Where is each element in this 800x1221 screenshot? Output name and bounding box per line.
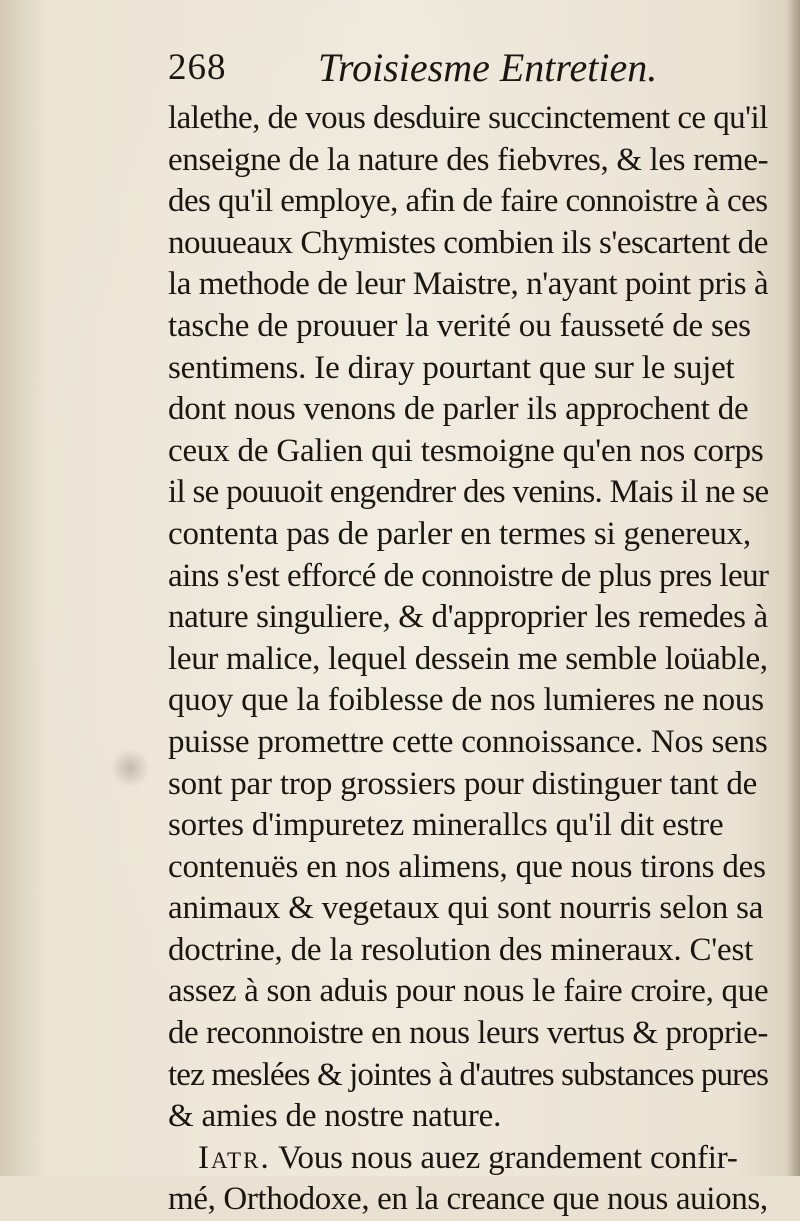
speaker-label: Iatr.	[198, 1139, 271, 1176]
text-line: puisse promettre cette connoissance. Nos sens	[168, 723, 768, 760]
text-line: sont par trop grossiers pour distinguer tant de	[168, 765, 758, 802]
text-line: & amies de nostre nature.	[168, 1098, 502, 1135]
text-line: tasche de prouuer la verité ou fausseté de ses	[168, 307, 751, 344]
text-line: contenuës en nos alimens, que nous tirons des	[168, 848, 766, 885]
text-line: la methode de leur Maistre, n'ayant point pris à	[168, 266, 769, 303]
text-line: nouueaux Chymistes combien ils s'escartent de	[168, 224, 768, 261]
text-line: dont nous venons de parler ils approchent de	[168, 391, 749, 428]
dialogue-text: Vous nous auez grandement confir-	[278, 1139, 738, 1176]
text-line: doctrine, de la resolution des mineraux. C'est	[168, 931, 754, 968]
text-line: nature singuliere, & d'approprier les remedes à	[168, 599, 768, 636]
text-line: de reconnoistre en nous leurs vertus & proprie-	[168, 1015, 768, 1052]
text-line: des qu'il employe, afin de faire connoistre à ces	[168, 183, 768, 220]
ink-smudge	[110, 748, 150, 788]
text-line: leur malice, lequel dessein me semble loüable,	[168, 640, 768, 677]
running-title: Troisiesme Entretien.	[318, 45, 658, 90]
text-line: animaux & vegetaux qui sont nourris selon sa	[168, 890, 764, 927]
text-line: enseigne de la nature des fiebvres, & les reme-	[168, 141, 769, 178]
text-line: sentimens. Ie diray pourtant que sur le sujet	[168, 349, 735, 386]
text-line: contenta pas de parler en termes si genereux,	[168, 515, 751, 552]
text-line: ceux de Galien qui tesmoigne qu'en nos corps	[168, 432, 764, 469]
page-number: 268	[168, 47, 227, 88]
page-edge-shadow	[786, 0, 800, 1176]
body-text	[168, 98, 768, 1221]
text-line: tez meslées & jointes à d'autres substances pures	[168, 1056, 769, 1093]
text-line: quoy que la foiblesse de nos lumieres ne nous	[168, 682, 764, 719]
text-line: il se pouuoit engendrer des venins. Mais il ne se	[168, 474, 769, 511]
dialogue-line	[168, 1138, 768, 1180]
text-line: lalethe, de vous desduire succinctement ce qu'il	[168, 100, 768, 136]
text-line: ains s'est efforcé de connoistre de plus pres leur	[168, 557, 769, 594]
dialogue-line: mé, Orthodoxe, en la creance que nous auions,	[168, 1181, 768, 1218]
text-line: assez à son aduis pour nous le faire croire, que	[168, 973, 769, 1010]
page-header	[168, 40, 728, 96]
text-line: sortes d'impuretez minerallcs qu'il dit estre	[168, 807, 724, 844]
